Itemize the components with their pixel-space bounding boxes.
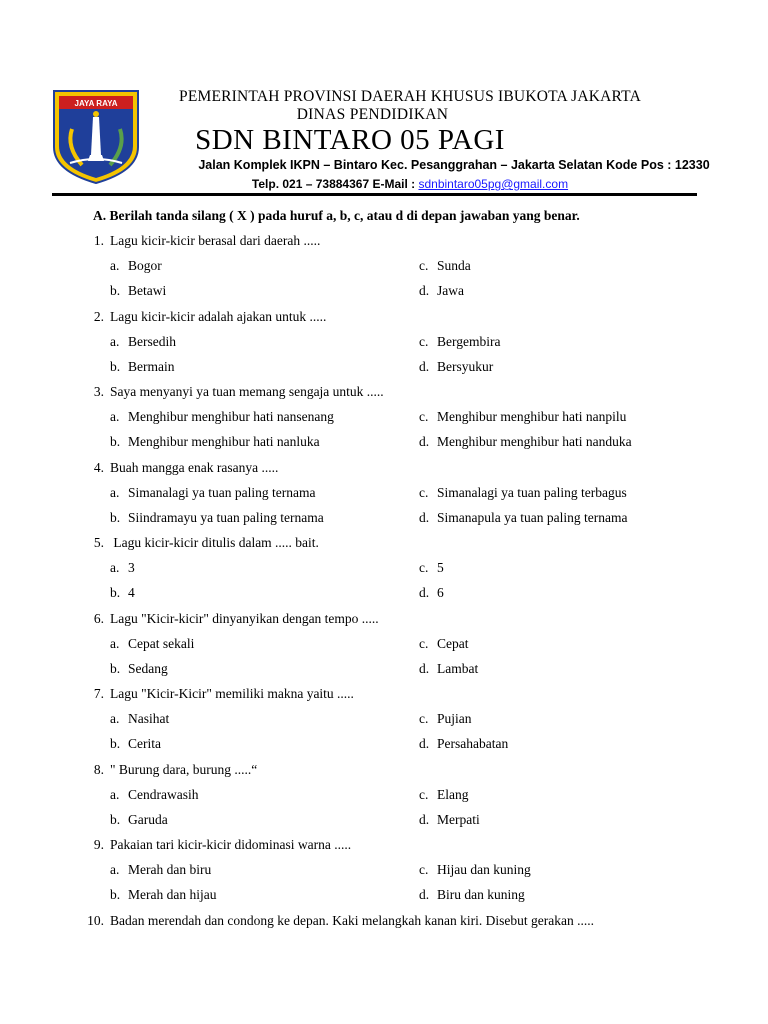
school-name: SDN BINTARO 05 PAGI <box>195 124 505 156</box>
option-4b[interactable]: b. Siindramayu ya tuan paling ternama <box>110 510 324 525</box>
question-6: 6. Lagu "Kicir-kicir" dinyanyikan dengan tempo ..... <box>93 611 379 626</box>
option-8a[interactable]: a. Cendrawasih <box>110 787 199 802</box>
question-9: 9. Pakaian tari kicir-kicir didominasi warna ..... <box>93 837 352 852</box>
option-5d[interactable]: d. 6 <box>419 585 444 600</box>
phone-text: Telp. 021 – 73884367 E-Mail : <box>251 177 416 191</box>
option-9b[interactable]: b. Merah dan hijau <box>110 887 217 902</box>
option-2d[interactable]: d. Bersyukur <box>419 359 494 374</box>
option-2c[interactable]: c. Bergembira <box>419 334 501 349</box>
school-address: Jalan Komplek IKPN – Bintaro Kec. Pesanggrahan – Jakarta Selatan Kode Pos : 12330 <box>198 158 710 172</box>
option-3d[interactable]: d. Menghibur menghibur hati nanduka <box>419 434 632 449</box>
government-heading: PEMERINTAH PROVINSI DAERAH KHUSUS IBUKOTA JAKARTA <box>179 88 641 105</box>
svg-text:JAYA RAYA: JAYA RAYA <box>74 99 118 108</box>
option-1b[interactable]: b. Betawi <box>110 283 167 298</box>
option-1d[interactable]: d. Jawa <box>419 283 464 298</box>
option-2a[interactable]: a. Bersedih <box>110 334 176 349</box>
email-link[interactable]: sdnbintaro05pg@gmail.com <box>418 177 569 191</box>
option-3c[interactable]: c. Menghibur menghibur hati nanpilu <box>419 409 627 424</box>
option-8c[interactable]: c. Elang <box>419 787 469 802</box>
question-5: 5. Lagu kicir-kicir ditulis dalam ..... bait. <box>93 535 319 550</box>
option-4c[interactable]: c. Simanalagi ya tuan paling terbagus <box>419 485 627 500</box>
option-4d[interactable]: d. Simanapula ya tuan paling ternama <box>419 510 628 525</box>
option-6a[interactable]: a. Cepat sekali <box>110 636 195 651</box>
question-2: 2. Lagu kicir-kicir adalah ajakan untuk ..... <box>93 309 327 324</box>
option-5c[interactable]: c. 5 <box>419 560 444 575</box>
question-4: 4. Buah mangga enak rasanya ..... <box>93 460 279 475</box>
jakarta-emblem-icon <box>52 89 140 185</box>
option-7c[interactable]: c. Pujian <box>419 711 472 726</box>
option-1a[interactable]: a. Bogor <box>110 258 162 273</box>
option-1c[interactable]: c. Sunda <box>419 258 471 273</box>
option-8b[interactable]: b. Garuda <box>110 812 168 827</box>
option-5b[interactable]: b. 4 <box>110 585 135 600</box>
contact-line <box>140 177 680 191</box>
option-3b[interactable]: b. Menghibur menghibur hati nanluka <box>110 434 320 449</box>
option-3a[interactable]: a. Menghibur menghibur hati nansenang <box>110 409 334 424</box>
option-9a[interactable]: a. Merah dan biru <box>110 862 212 877</box>
department-heading: DINAS PENDIDIKAN <box>296 106 449 123</box>
option-2b[interactable]: b. Bermain <box>110 359 175 374</box>
option-9c[interactable]: c. Hijau dan kuning <box>419 862 531 877</box>
option-9d[interactable]: d. Biru dan kuning <box>419 887 525 902</box>
question-10: 10. Badan merendah dan condong ke depan. Kaki melangkah kanan kiri. Disebut gerakan ..... <box>87 913 594 928</box>
option-6d[interactable]: d. Lambat <box>419 661 479 676</box>
option-5a[interactable]: a. 3 <box>110 560 135 575</box>
question-1: 1. Lagu kicir-kicir berasal dari daerah ..... <box>93 233 321 248</box>
question-7: 7. Lagu "Kicir-Kicir" memiliki makna yaitu ..... <box>93 686 354 701</box>
option-7d[interactable]: d. Persahabatan <box>419 736 509 751</box>
option-4a[interactable]: a. Simanalagi ya tuan paling ternama <box>110 485 316 500</box>
question-8: 8. " Burung dara, burung .....“ <box>93 762 258 777</box>
header-divider <box>52 193 697 196</box>
option-8d[interactable]: d. Merpati <box>419 812 480 827</box>
section-instruction: A. Berilah tanda silang ( X ) pada huruf a, b, c, atau d di depan jawaban yang benar. <box>93 208 580 223</box>
option-7b[interactable]: b. Cerita <box>110 736 161 751</box>
option-7a[interactable]: a. Nasihat <box>110 711 170 726</box>
option-6c[interactable]: c. Cepat <box>419 636 469 651</box>
question-3: 3. Saya menyanyi ya tuan memang sengaja untuk ..... <box>93 384 384 399</box>
option-6b[interactable]: b. Sedang <box>110 661 168 676</box>
